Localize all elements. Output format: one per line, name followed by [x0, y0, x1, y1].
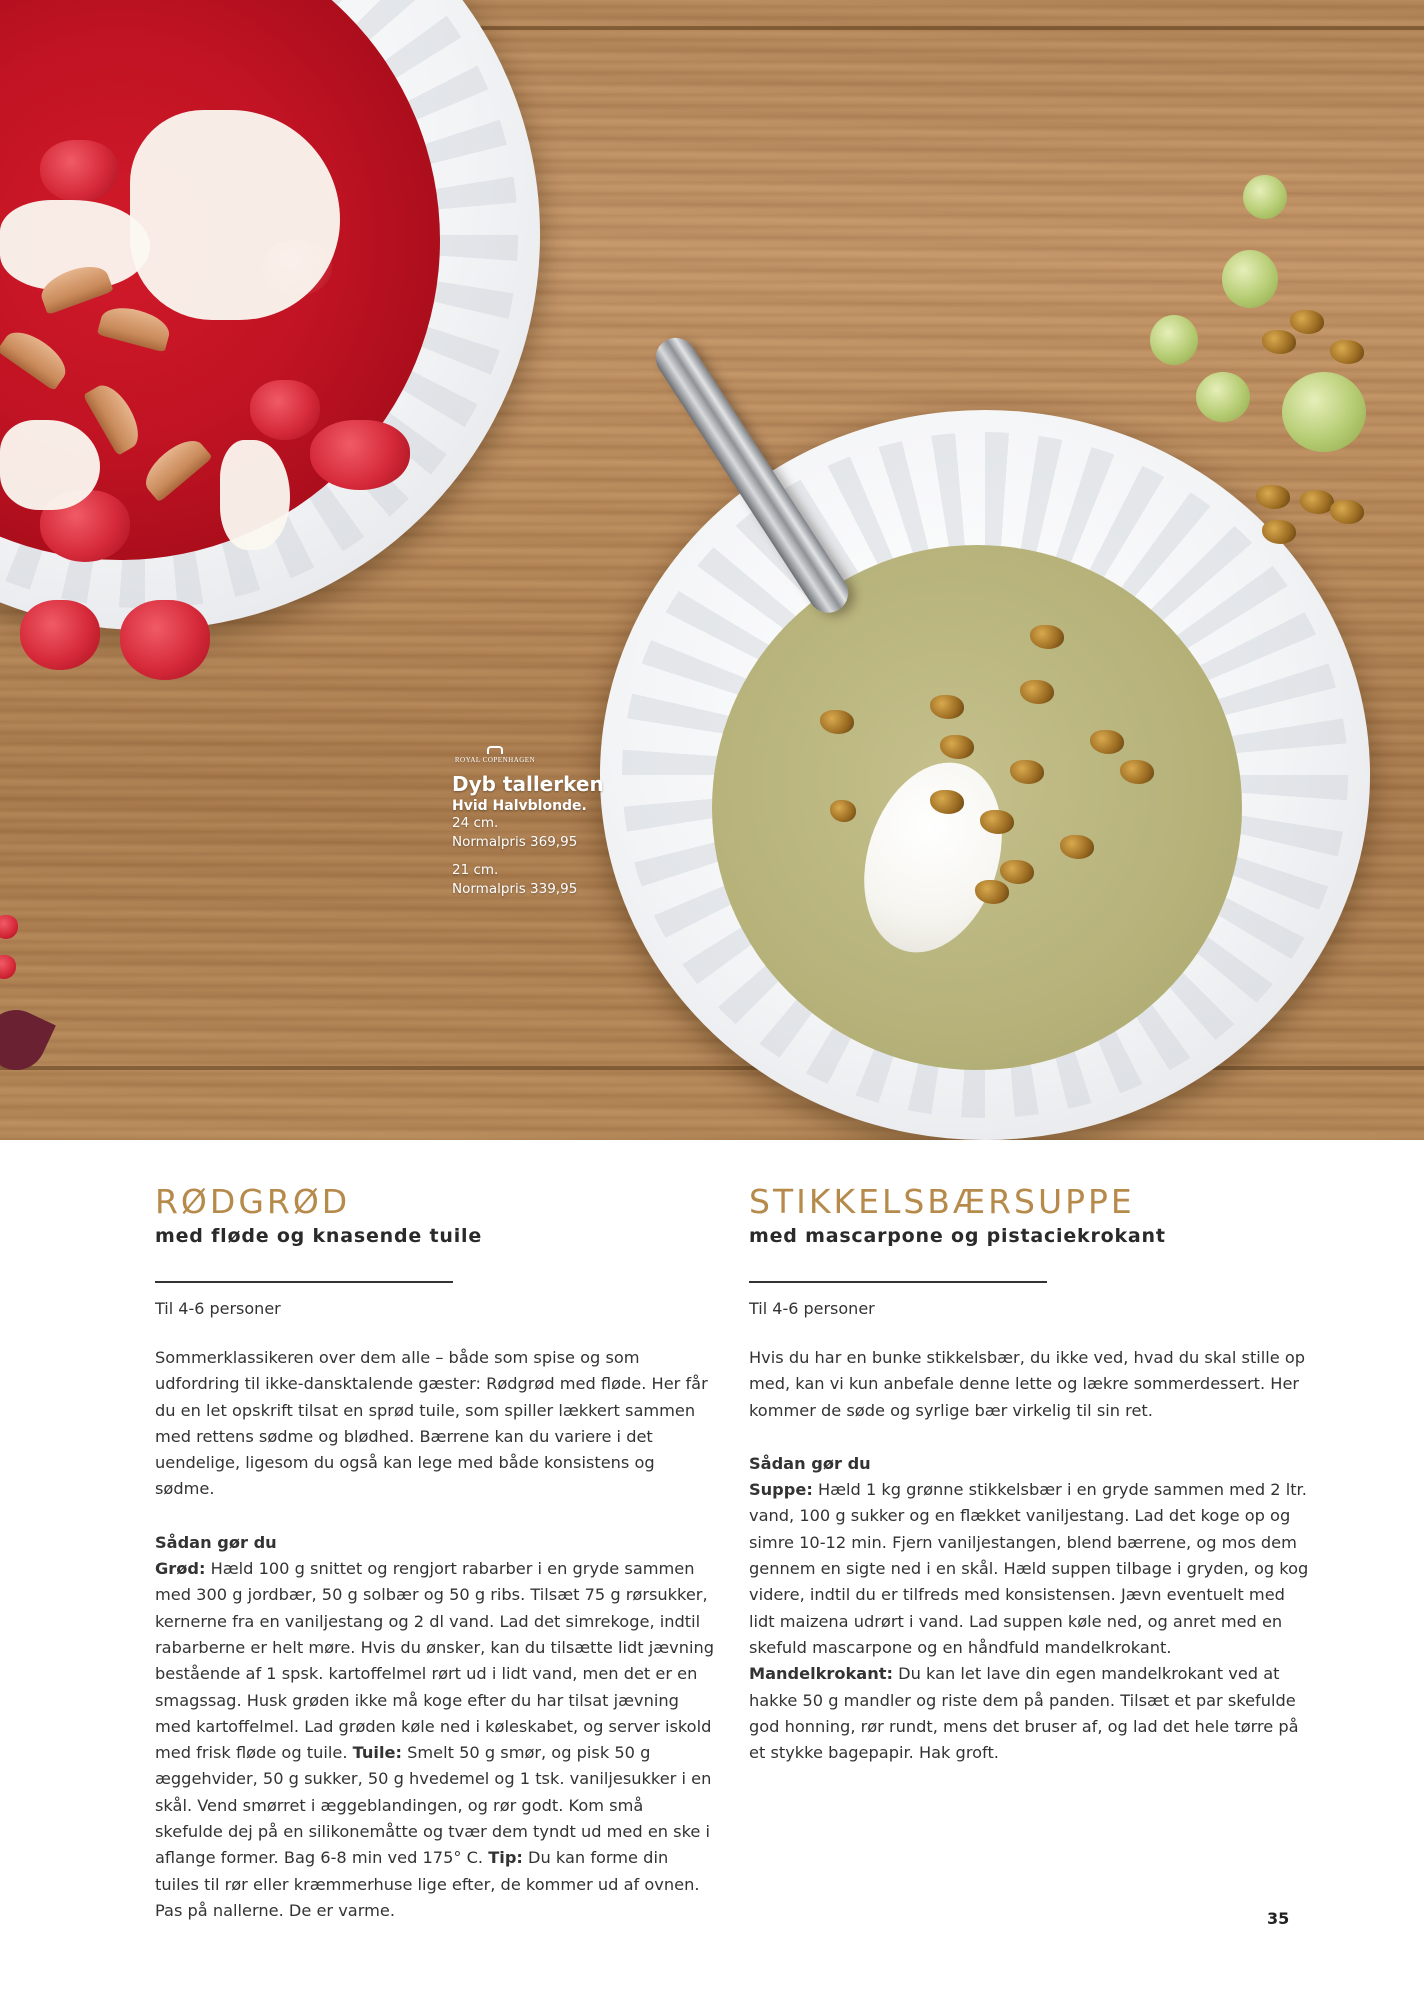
- gooseberry: [1243, 175, 1287, 219]
- almond-brittle: [980, 810, 1014, 834]
- recipe-stikkelsbaersuppe: [749, 1183, 1309, 1766]
- strawberry: [250, 380, 320, 440]
- method-text: [155, 1556, 715, 1924]
- recipe-title: STIKKELSBÆRSUPPE: [749, 1182, 1135, 1221]
- redcurrant: [0, 915, 18, 939]
- gooseberry: [1222, 250, 1278, 308]
- almond-brittle: [1330, 340, 1364, 364]
- method-label: Grød:: [155, 1559, 206, 1579]
- almond-brittle: [1256, 485, 1290, 509]
- redcurrant: [0, 955, 16, 979]
- gooseberry: [1282, 372, 1366, 452]
- method-step: Smelt 50 g smør, og pisk 50 g æggehvider, 50 g sukker, 50 g hvedemel og 1 tsk. vaniljesukker i en skål. Vend smørret i æggeblandingen, og rør godt. Kom små skefulde dej på en silikonemåtte og tvær dem tyndt ud med en ske i aflange former. Bag 6-8 min ved 175° C.: [155, 1743, 712, 1868]
- recipe-subtitle: med mascarpone og pistaciekrokant: [749, 1225, 1166, 1247]
- almond-brittle: [930, 695, 964, 719]
- almond-brittle: [975, 880, 1009, 904]
- almond-brittle: [1262, 520, 1296, 544]
- recipe-title: RØDGRØD: [155, 1182, 351, 1221]
- almond-brittle: [1300, 490, 1334, 514]
- servings: Til 4-6 personer: [155, 1299, 281, 1318]
- strawberry: [20, 600, 100, 670]
- method-step: Hæld 100 g snittet og rengjort rabarber i en gryde sammen med 300 g jordbær, 50 g solbær og 50 g ribs. Tilsæt 75 g rørsukker, kernerne fra en vaniljestang og 2 dl vand. Lad det simrekoge, indtil rabarberne er helt møre. Hvis du ønsker, kan du tilsætte lidt jævning bestående af 1 spsk. kartoffelmel rørt ud i lidt vand, men det er en smagssag. Husk grøden ikke må koge efter du har tilsat jævning med kartoffelmel. Lad grøden køle ned i køleskabet, og server iskold med frisk fløde og tuile.: [155, 1559, 714, 1763]
- method-heading: Sådan gør du: [155, 1532, 277, 1552]
- almond-brittle: [1020, 680, 1054, 704]
- method-label: Suppe:: [749, 1480, 813, 1500]
- method-label: Tuile:: [352, 1743, 402, 1763]
- product-price: Normalpris 339,95: [452, 881, 578, 897]
- almond-brittle: [1120, 760, 1154, 784]
- cream: [220, 440, 290, 550]
- product-price: Normalpris 369,95: [452, 834, 578, 850]
- product-caption: [452, 746, 604, 899]
- almond-brittle: [1290, 310, 1324, 334]
- product-title: Dyb tallerken: [452, 772, 604, 796]
- crown-icon: [487, 746, 503, 754]
- product-subtitle: Hvid Halvblonde.: [452, 798, 587, 814]
- product-size: 21 cm.: [452, 862, 499, 878]
- method-step: Du kan let lave din egen mandelkrokant ved at hakke 50 g mandler og riste dem på panden. Tilsæt et par skefulde god honning, rør rundt, mens det bruser af, og lad det hele tørre på et stykke bagepapir. Hak groft.: [749, 1664, 1299, 1763]
- almond-brittle: [830, 800, 856, 822]
- method-label: Mandelkrokant:: [749, 1664, 893, 1684]
- almond-brittle: [1000, 860, 1034, 884]
- almond-brittle: [940, 735, 974, 759]
- gooseberry: [1150, 315, 1198, 365]
- gooseberry: [1196, 372, 1250, 422]
- method-step: Hæld 1 kg grønne stikkelsbær i en gryde sammen med 2 ltr. vand, 100 g sukker og en flækket vaniljestang. Lad det koge op og simre 10-12 min. Fjern vaniljestangen, blend bærrene, og mos dem gennem en sigte ned i en skål. Hæld suppen tilbage i gryden, og kog videre, indtil du er tilfreds med konsistensen. Jævn eventuelt med lidt maizena udrørt i vand. Lad suppen køle ned, og anret med en skefuld mascarpone og en håndfuld mandelkrokant.: [749, 1480, 1309, 1657]
- strawberry: [40, 140, 118, 202]
- almond-brittle: [1330, 500, 1364, 524]
- brand-name: ROYAL COPENHAGEN: [454, 756, 536, 764]
- strawberry: [310, 420, 410, 490]
- recipe-rodgrod: [155, 1183, 715, 1924]
- recipe-intro: Hvis du har en bunke stikkelsbær, du ikke ved, hvad du skal stille op med, kan vi kun anbefale denne lette og lækre sommerdessert. Her kommer de søde og syrlige bær virkelig til sin ret.: [749, 1348, 1306, 1420]
- page-number: 35: [1267, 1909, 1290, 1928]
- servings: Til 4-6 personer: [749, 1299, 875, 1318]
- strawberry: [120, 600, 210, 680]
- almond-brittle: [1030, 625, 1064, 649]
- almond-brittle: [1090, 730, 1124, 754]
- almond-brittle: [1262, 330, 1296, 354]
- divider: [155, 1281, 453, 1283]
- product-size: 24 cm.: [452, 815, 499, 831]
- divider: [749, 1281, 1047, 1283]
- royal-copenhagen-logo: [452, 746, 538, 764]
- cream: [0, 420, 100, 510]
- tip-label: Tip:: [488, 1848, 523, 1868]
- almond-brittle: [1060, 835, 1094, 859]
- recipe-subtitle: med fløde og knasende tuile: [155, 1225, 483, 1247]
- almond-brittle: [1010, 760, 1044, 784]
- almond-brittle: [930, 790, 964, 814]
- method-heading: Sådan gør du: [749, 1453, 871, 1473]
- tip-text: Du kan forme din tuiles til rør eller kræmmerhuse lige efter, de kommer ud af ovnen. Pas på nallerne. De er varme.: [155, 1848, 700, 1920]
- almond-brittle: [820, 710, 854, 734]
- recipe-intro: Sommerklassikeren over dem alle – både som spise og som udfordring til ikke-dansktalende gæster: Rødgrød med fløde. Her får du en let opskrift tilsat en sprød tuile, som spiller lækkert sammen med rettens sødme og blødhed. Bærrene kan du variere i det uendelige, ligesom du også kan lege med både konsistens og sødme.: [155, 1348, 708, 1499]
- method-text: [749, 1477, 1309, 1766]
